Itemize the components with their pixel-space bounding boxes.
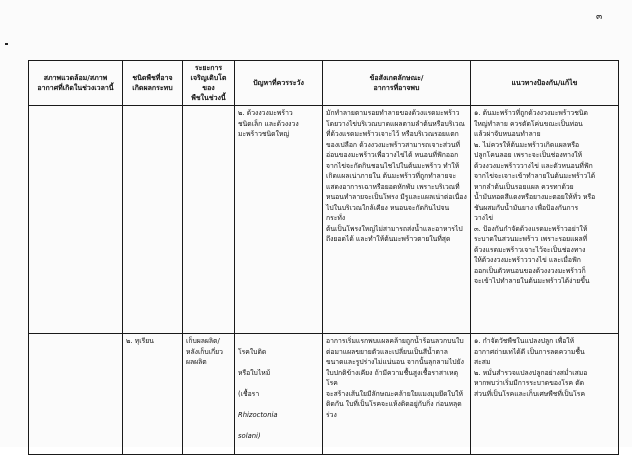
cell-crop: ๒. ทุเรียน <box>123 334 183 455</box>
page-number: ๓ <box>596 12 603 22</box>
pathogen-genus: Rhizoctonia <box>238 410 278 419</box>
table-header-row <box>29 61 619 106</box>
table-row <box>29 334 619 455</box>
cell-growth-stage: เก็บผลผลิต/ หลังเก็บเกี่ยว ผลผลิต <box>183 334 235 455</box>
header-crop: ชนิดพืชที่อาจ เกิดผลกระทบ <box>123 61 183 106</box>
cell-environment <box>29 106 123 334</box>
cell-environment <box>29 334 123 455</box>
header-problem: ปัญหาที่ควรระวัง <box>235 61 323 106</box>
cell-symptoms: มักทำลายตามรอยทำลายของด้วงแรดมะพร้าว โดยวางไข่บริเวณบาดแผลตามลำต้นหรือบริเวณ ที่ด้วงแรดมะพร้าวเจาะไว้ หรือบริเวณรอยแตก ของเปลือก ด้วงงวงมะพร้าวสามารถเจาะส่วนที่ อ่อนของมะพร้าวเพื่อวางไข่ได้ หนอนที่ฟักออก จากไข่จะกัดกินชอนไชไปในต้นมะพร้าว ทำให้ เกิดแผลเน่าภายใน ต้นมะพร้าวที่ถูกทำลายจะ แสดงอาการเฉาหรือยอดหักพับ เพราะบริเวณที่ หนอนทำลายจะเป็นโพรง มีรูและแผลเน่าต่อเนื่อง ไปในบริเวณใกล้เคียง หนอนจะกัดกินไปจนกระทั่ง ต้นเป็นโพรงใหญ่ไม่สามารถส่งน้ำและอาหารไป ถึงยอดได้ และทำให้ต้นมะพร้าวตายในที่สุด <box>323 106 471 334</box>
cell-crop <box>123 106 183 334</box>
cell-prevention: ๑. ต้นมะพร้าวที่ถูกด้วงงวงมะพร้าวชนิด ใหญ่ทำลาย ควรตัดโค่นขณะเป็นท่อน แล้วผ่าจับหนอนทำลาย ๒. ไม่ควรให้ต้นมะพร้าวเกิดแผลหรือ ปลูกโคนลอย เพราะจะเป็นช่องทางให้ ด้วงงวงมะพร้าววางไข่ และตัวหนอนที่ฟัก จากไข่จะเจาะเข้าทำลายในต้นมะพร้าวได้ หากลำต้นเป็นรอยแผล ควรทาด้วย น้ำมันทอดสีแดงหรือยางมะตอยให้ทั่ว หรือ ชันผสมกับน้ำมันยาง เพื่อป้องกันการ วางไข่ ๓. ป้องกันกำจัดด้วงแรดมะพร้าวอย่าให้ ระบาดในสวนมะพร้าว เพราะรอยแผลที่ ด้วงแรดมะพร้าวเจาะไว้จะเป็นช่องทาง ให้ด้วงงวงมะพร้าววางไข่ และเมื่อฟัก ออกเป็นตัวหนอนของด้วงงวงมะพร้าวก็ จะเข้าไปทำลายในต้นมะพร้าวได้ง่ายขึ้น <box>471 106 619 334</box>
header-symptoms: ข้อสังเกตลักษณะ/ อาการที่อาจพบ <box>323 61 471 106</box>
pest-guidance-table <box>28 60 619 455</box>
problem-line: โรคใบติด <box>238 347 267 356</box>
cell-problem <box>235 334 323 455</box>
table-row <box>29 106 619 334</box>
header-environment: สภาพแวดล้อม/สภาพ อากาศที่เกิดในช่วงเวลานี้ <box>29 61 123 106</box>
cell-growth-stage <box>183 106 235 334</box>
problem-line: (เชื้อรา <box>238 389 260 398</box>
pathogen-species: solani) <box>238 431 261 440</box>
scan-mark <box>5 43 8 45</box>
header-growth-stage: ระยะการ เจริญเติบโตของ พืชในช่วงนี้ <box>183 61 235 106</box>
cell-symptoms: อาการเริ่มแรกพบแผลคล้ายถูกน้ำร้อนลวกบนใบ ต่อมาแผลขยายตัวและเปลี่ยนเป็นสีน้ำตาล ขนาดและรูปร่างไม่แน่นอน จากนั้นลุกลามไปยัง ใบปกติข้างเคียง ถ้ามีความชื้นสูงเชื้อราสาเหตุโรค จะสร้างเส้นใยมีลักษณะคล้ายใยแมงมุมยึดใบให้ ติดกัน ใบที่เป็นโรคจะแห้งติดอยู่กับกิ่ง ก่อนหลุดร่วง <box>323 334 471 455</box>
header-prevention: แนวทางป้องกัน/แก้ไข <box>471 61 619 106</box>
cell-prevention: ๑. กำจัดวัชพืชในแปลงปลูก เพื่อให้ อากาศถ่ายเทได้ดี เป็นการลดความชื้น สะสม ๒. หมั่นสำรวจแปลงปลูกอย่างสม่ำเสมอ หากพบว่าเริ่มมีการระบาดของโรค ตัด ส่วนที่เป็นโรคและเก็บเศษพืชที่เป็นโรค <box>471 334 619 455</box>
problem-line: หรือใบไหม้ <box>238 368 271 377</box>
cell-problem: ๒. ด้วงงวงมะพร้าว ชนิดเล็ก และด้วงงวง มะพร้าวชนิดใหญ่ <box>235 106 323 334</box>
